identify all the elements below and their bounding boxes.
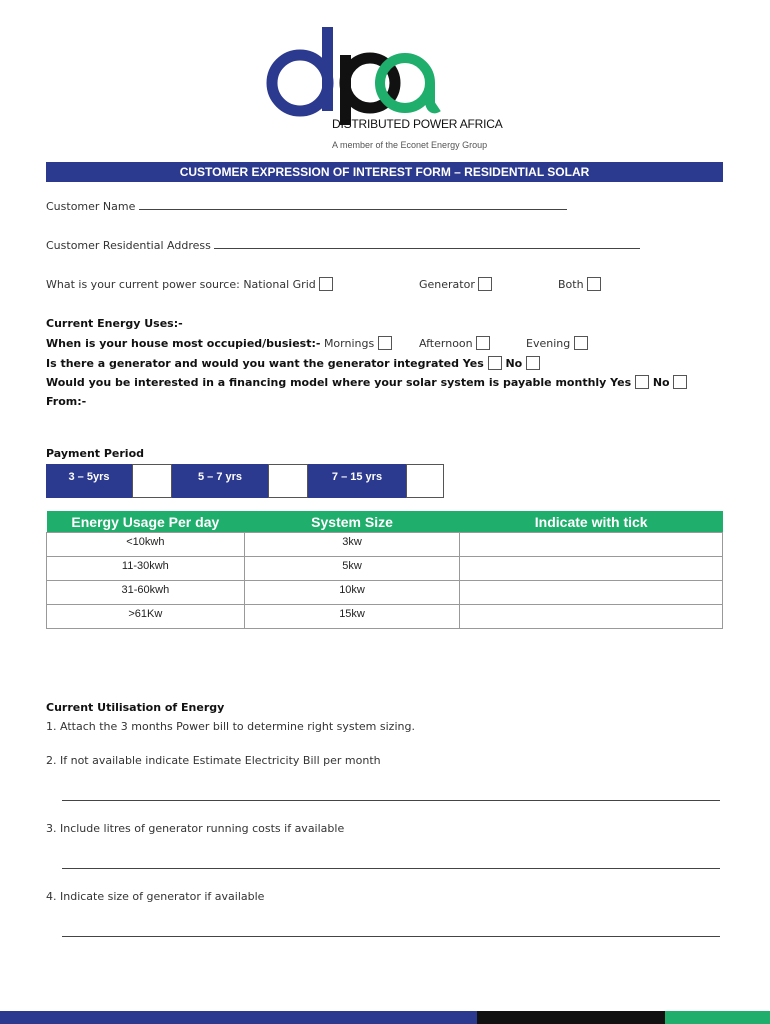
financing-question: Would you be interested in a financing model where your solar system is payable monthly Yes xyxy=(46,376,632,389)
usage-cell: 11-30kwh xyxy=(47,557,245,581)
customer-name-field[interactable] xyxy=(139,201,567,210)
address-field[interactable] xyxy=(214,240,640,249)
power-source-question: What is your current power source: National Grid xyxy=(46,278,316,291)
energy-uses-heading: Current Energy Uses:- xyxy=(46,317,183,330)
generator-integration-question: Is there a generator and would you want the generator integrated Yes xyxy=(46,357,484,370)
company-logo xyxy=(262,25,512,155)
header-system-size: System Size xyxy=(244,511,460,533)
financing-yes-checkbox[interactable] xyxy=(635,375,649,389)
afternoon-checkbox[interactable] xyxy=(476,336,490,350)
both-checkbox[interactable] xyxy=(587,277,601,291)
financing-no-checkbox[interactable] xyxy=(673,375,687,389)
table-row xyxy=(47,533,723,557)
form-title: CUSTOMER EXPRESSION OF INTEREST FORM – RESIDENTIAL SOLAR xyxy=(46,162,723,182)
customer-name-row xyxy=(46,200,567,213)
utilisation-item-2: 2. If not available indicate Estimate Electricity Bill per month xyxy=(46,754,381,767)
afternoon-option xyxy=(419,336,490,350)
payment-period-heading: Payment Period xyxy=(46,447,145,460)
footer-strip-green xyxy=(665,1011,770,1024)
payment-option-7-15: 7 – 15 yrs xyxy=(308,464,406,498)
usage-cell: >61Kw xyxy=(47,605,245,629)
address-label: Customer Residential Address xyxy=(46,239,211,252)
occupied-question: When is your house most occupied/busiest:- xyxy=(46,337,321,350)
generator-no-label: No xyxy=(505,357,523,370)
tick-cell[interactable] xyxy=(460,605,723,629)
generator-option xyxy=(419,277,492,291)
both-label: Both xyxy=(558,278,584,291)
afternoon-label: Afternoon xyxy=(419,337,473,350)
customer-name-label: Customer Name xyxy=(46,200,136,213)
header-energy-usage: Energy Usage Per day xyxy=(47,511,245,533)
from-label: From:- xyxy=(46,395,87,408)
tick-cell[interactable] xyxy=(460,557,723,581)
company-name: DISTRIBUTED POWER AFRICA xyxy=(332,117,503,131)
financing-no-label: No xyxy=(652,376,670,389)
table-row xyxy=(47,605,723,629)
table-row xyxy=(47,557,723,581)
utilisation-item-4: 4. Indicate size of generator if available xyxy=(46,890,265,903)
dpa-logo-graphic xyxy=(262,25,512,125)
size-cell: 15kw xyxy=(244,605,460,629)
generator-yes-checkbox[interactable] xyxy=(488,356,502,370)
payment-option-5-7: 5 – 7 yrs xyxy=(172,464,268,498)
energy-usage-table xyxy=(46,511,723,629)
generator-costs-field[interactable] xyxy=(62,867,720,869)
generator-no-checkbox[interactable] xyxy=(526,356,540,370)
evening-label: Evening xyxy=(526,337,571,350)
mornings-checkbox[interactable] xyxy=(378,336,392,350)
size-cell: 5kw xyxy=(244,557,460,581)
financing-row xyxy=(46,375,687,389)
company-tagline: A member of the Econet Energy Group xyxy=(332,140,488,150)
mornings-label: Mornings xyxy=(323,337,375,350)
generator-label: Generator xyxy=(419,278,475,291)
utilisation-item-1: 1. Attach the 3 months Power bill to determine right system sizing. xyxy=(46,720,415,733)
tick-cell[interactable] xyxy=(460,581,723,605)
payment-checkbox-3-5[interactable] xyxy=(132,464,172,498)
tick-cell[interactable] xyxy=(460,533,723,557)
power-source-row xyxy=(46,277,333,291)
table-header-row xyxy=(47,511,723,533)
utilisation-item-3: 3. Include litres of generator running costs if available xyxy=(46,822,345,835)
header-indicate-tick: Indicate with tick xyxy=(460,511,723,533)
table-row xyxy=(47,581,723,605)
address-row xyxy=(46,239,640,252)
evening-checkbox[interactable] xyxy=(574,336,588,350)
utilisation-heading: Current Utilisation of Energy xyxy=(46,701,225,714)
national-grid-checkbox[interactable] xyxy=(319,277,333,291)
payment-option-3-5: 3 – 5yrs xyxy=(46,464,132,498)
footer-strip-black xyxy=(477,1011,665,1024)
electricity-bill-field[interactable] xyxy=(62,799,720,801)
evening-option xyxy=(526,336,588,350)
both-option xyxy=(558,277,601,291)
generator-integration-row xyxy=(46,356,540,370)
occupied-row xyxy=(46,336,392,350)
size-cell: 10kw xyxy=(244,581,460,605)
payment-checkbox-7-15[interactable] xyxy=(406,464,444,498)
usage-cell: 31-60kwh xyxy=(47,581,245,605)
payment-checkbox-5-7[interactable] xyxy=(268,464,308,498)
footer-strip-blue xyxy=(0,1011,477,1024)
usage-cell: <10kwh xyxy=(47,533,245,557)
generator-checkbox[interactable] xyxy=(478,277,492,291)
generator-size-field[interactable] xyxy=(62,935,720,937)
size-cell: 3kw xyxy=(244,533,460,557)
